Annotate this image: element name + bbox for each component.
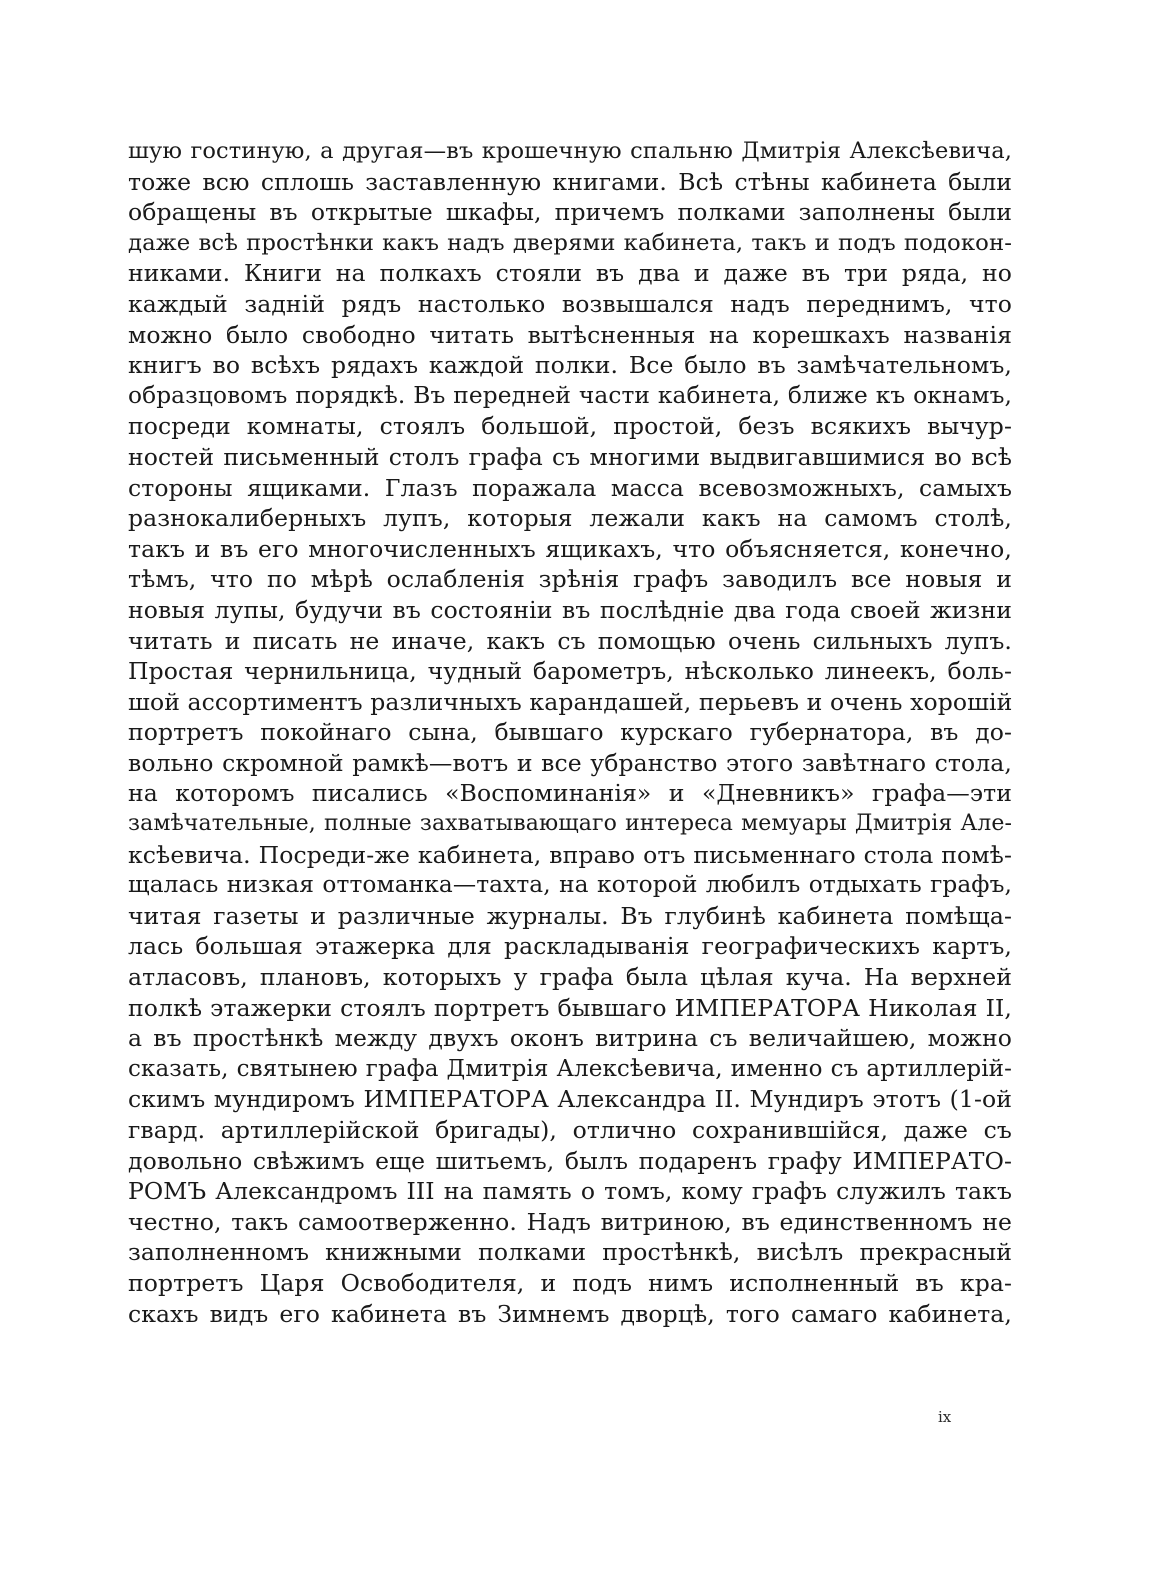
text-line: замѣчательные, полные захватывающаго интереса мемуары Дмитрія Але- xyxy=(128,811,1012,837)
text-line: даже всѣ простѣнки какъ надъ дверями кабинета, такъ и подъ подокон- xyxy=(128,229,1012,256)
text-line: гвард. артиллерійской бригады), отлично сохранившійся, даже съ xyxy=(128,1116,1012,1144)
text-line: атласовъ, плановъ, которыхъ у графа была цѣлая куча. На верхней xyxy=(128,963,1012,992)
text-line: образцовомъ порядкѣ. Въ передней части кабинета, ближе къ окнамъ, xyxy=(128,381,1012,409)
text-line: Простая чернильница, чудный барометръ, нѣсколько линеекъ, боль- xyxy=(128,657,1012,686)
text-line: щалась низкая оттоманка—тахта, на которой любилъ отдыхать графъ, xyxy=(128,871,1012,899)
text-line: разнокалиберныхъ лупъ, которыя лежали какъ на самомъ столѣ, xyxy=(128,504,1012,533)
text-line: РОМЪ Александромъ III на память о томъ, кому графъ служилъ такъ xyxy=(128,1177,1012,1206)
text-line: шую гостиную, а другая—въ крошечную спальню Дмитрія Алексѣевича, xyxy=(128,138,1012,164)
text-line: шой ассортиментъ различныхъ карандашей, перьевъ и очень хорошій xyxy=(128,687,1013,716)
text-line: на которомъ писались «Воспоминанія» и «Дневникъ» графа—эти xyxy=(128,779,1012,808)
text-line: посреди комнаты, стоялъ большой, простой, безъ всякихъ вычур- xyxy=(128,412,1012,441)
text-line: заполненномъ книжными полками простѣнкѣ, висѣлъ прекрасный xyxy=(128,1238,1012,1267)
text-line: тоже всю сплошь заставленную книгами. Всѣ стѣны кабинета были xyxy=(128,167,1012,196)
text-line: читая газеты и различные журналы. Въ глубинѣ кабинета помѣща- xyxy=(128,901,1012,930)
text-line: новыя лупы, будучи въ состояніи въ послѣдніе два года своей жизни xyxy=(128,595,1012,624)
text-line: а въ простѣнкѣ между двухъ оконъ витрина съ величайшею, можно xyxy=(128,1024,1012,1053)
text-line: книгъ во всѣхъ рядахъ каждой полки. Все было въ замѣчательномъ, xyxy=(128,351,1012,380)
text-line: такъ и въ его многочисленныхъ ящикахъ, что объясняется, конечно, xyxy=(128,534,1012,563)
text-line: вольно скромной рамкѣ—вотъ и все убранство этого завѣтнаго стола, xyxy=(128,748,1012,777)
text-line: каждый задній рядъ настолько возвышался надъ переднимъ, что xyxy=(128,289,1012,318)
text-line: обращены въ открытые шкафы, причемъ полками заполнены были xyxy=(128,198,1012,227)
text-line: полкѣ этажерки стоялъ портретъ бывшаго ИМПЕРАТОРА Николая II, xyxy=(128,993,1012,1022)
text-line: стороны ящиками. Глазъ поражала масса всевозможныхъ, самыхъ xyxy=(128,473,1012,502)
body-text xyxy=(128,136,1012,1329)
text-line: лась большая этажерка для раскладыванія географическихъ картъ, xyxy=(128,932,1012,961)
text-line: довольно свѣжимъ еще шитьемъ, былъ подаренъ графу ИМПЕРАТО- xyxy=(128,1146,1012,1175)
text-line: никами. Книги на полкахъ стояли въ два и даже въ три ряда, но xyxy=(128,259,1012,288)
text-line: честно, такъ самоотверженно. Надъ витриною, въ единственномъ не xyxy=(128,1207,1012,1236)
text-line: сказать, святынею графа Дмитрія Алексѣевича, именно съ артиллерій- xyxy=(128,1055,1012,1082)
text-line: можно было свободно читать вытѣсненныя на корешкахъ названія xyxy=(128,320,1012,349)
text-line: читать и писать не иначе, какъ съ помощью очень сильныхъ лупъ. xyxy=(128,626,1012,655)
page-number: іх xyxy=(938,1408,952,1426)
text-line: ксѣевича. Посреди-же кабинета, вправо отъ письменнаго стола помѣ- xyxy=(128,840,1012,869)
text-line: тѣмъ, что по мѣрѣ ослабленія зрѣнія графъ заводилъ все новыя и xyxy=(128,565,1012,594)
text-line: портретъ Царя Освободителя, и подъ нимъ исполненный въ кра- xyxy=(128,1268,1012,1297)
text-line: скахъ видъ его кабинета въ Зимнемъ дворцѣ, того самаго кабинета, xyxy=(128,1299,1012,1328)
text-line: портретъ покойнаго сына, бывшаго курскаго губернатора, въ до- xyxy=(128,718,1012,747)
text-line: ностей письменный столъ графа съ многими выдвигавшимися во всѣ xyxy=(128,442,1012,471)
text-line: скимъ мундиромъ ИМПЕРАТОРА Александра II. Мундиръ этотъ (1-ой xyxy=(128,1085,1012,1114)
